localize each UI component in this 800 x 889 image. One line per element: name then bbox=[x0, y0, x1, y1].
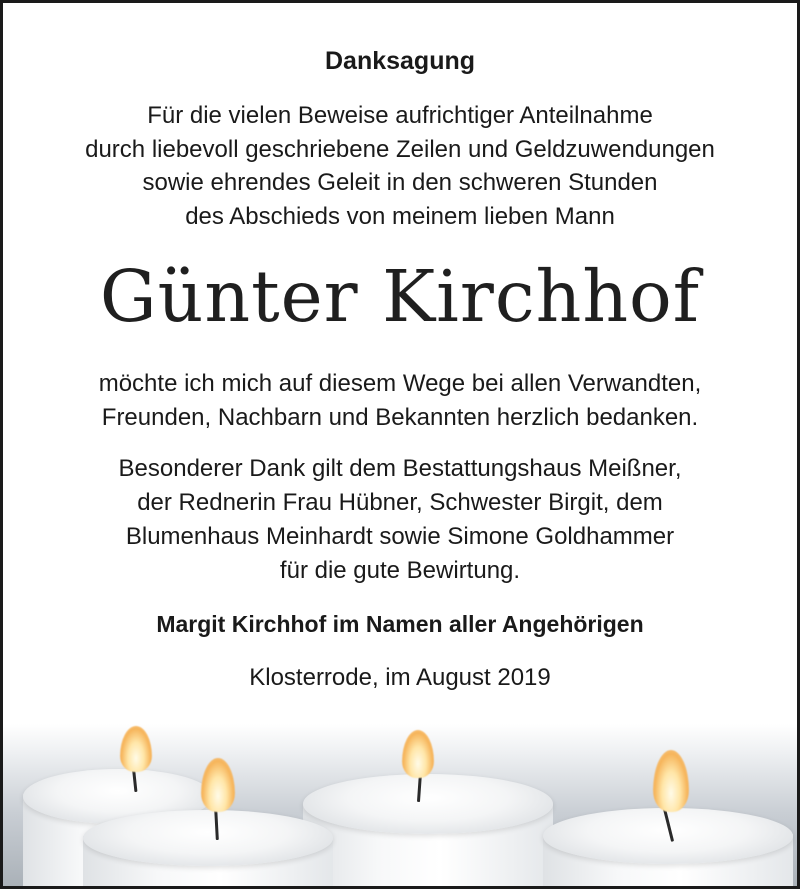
intro-line: Für die vielen Beweise aufrichtiger Anteilnahme bbox=[147, 102, 653, 129]
intro-line: des Abschieds von meinem lieben Mann bbox=[185, 202, 615, 230]
special-thanks-line: Besonderer Dank gilt dem Bestattungshaus Meißner, bbox=[118, 455, 682, 482]
thanks-line: Freunden, Nachbarn und Bekannten herzlich bedanken. bbox=[101, 403, 699, 431]
candle-flame bbox=[201, 758, 235, 812]
intro-line: sowie ehrendes Geleit in den schweren Stunden bbox=[142, 169, 658, 196]
tealight-candles-photo bbox=[3, 724, 797, 886]
candle-top bbox=[303, 774, 553, 834]
candle-top bbox=[83, 810, 333, 866]
special-thanks-text bbox=[3, 452, 797, 588]
intro-line: durch liebevoll geschriebene Zeilen und Geldzuwendungen bbox=[85, 135, 715, 163]
deceased-name: Günter Kirchhof bbox=[99, 255, 701, 338]
special-thanks-line: der Rednerin Frau Hübner, Schwester Birgit, dem bbox=[137, 489, 663, 516]
special-thanks-line: für die gute Bewirtung. bbox=[279, 557, 521, 584]
thanks-text bbox=[3, 367, 797, 434]
special-thanks-line: Blumenhaus Meinhardt sowie Simone Goldhammer bbox=[125, 523, 675, 550]
place-date: Klosterrode, im August 2019 bbox=[249, 664, 551, 691]
notice-title: Danksagung bbox=[324, 47, 476, 75]
candle-flame bbox=[402, 730, 434, 778]
candle-flame bbox=[120, 726, 152, 772]
candle-flame bbox=[653, 750, 689, 812]
intro-text bbox=[3, 99, 797, 233]
signature: Margit Kirchhof im Namen aller Angehörigen bbox=[156, 611, 644, 637]
thanks-line: möchte ich mich auf diesem Wege bei allen Verwandten, bbox=[98, 370, 702, 397]
